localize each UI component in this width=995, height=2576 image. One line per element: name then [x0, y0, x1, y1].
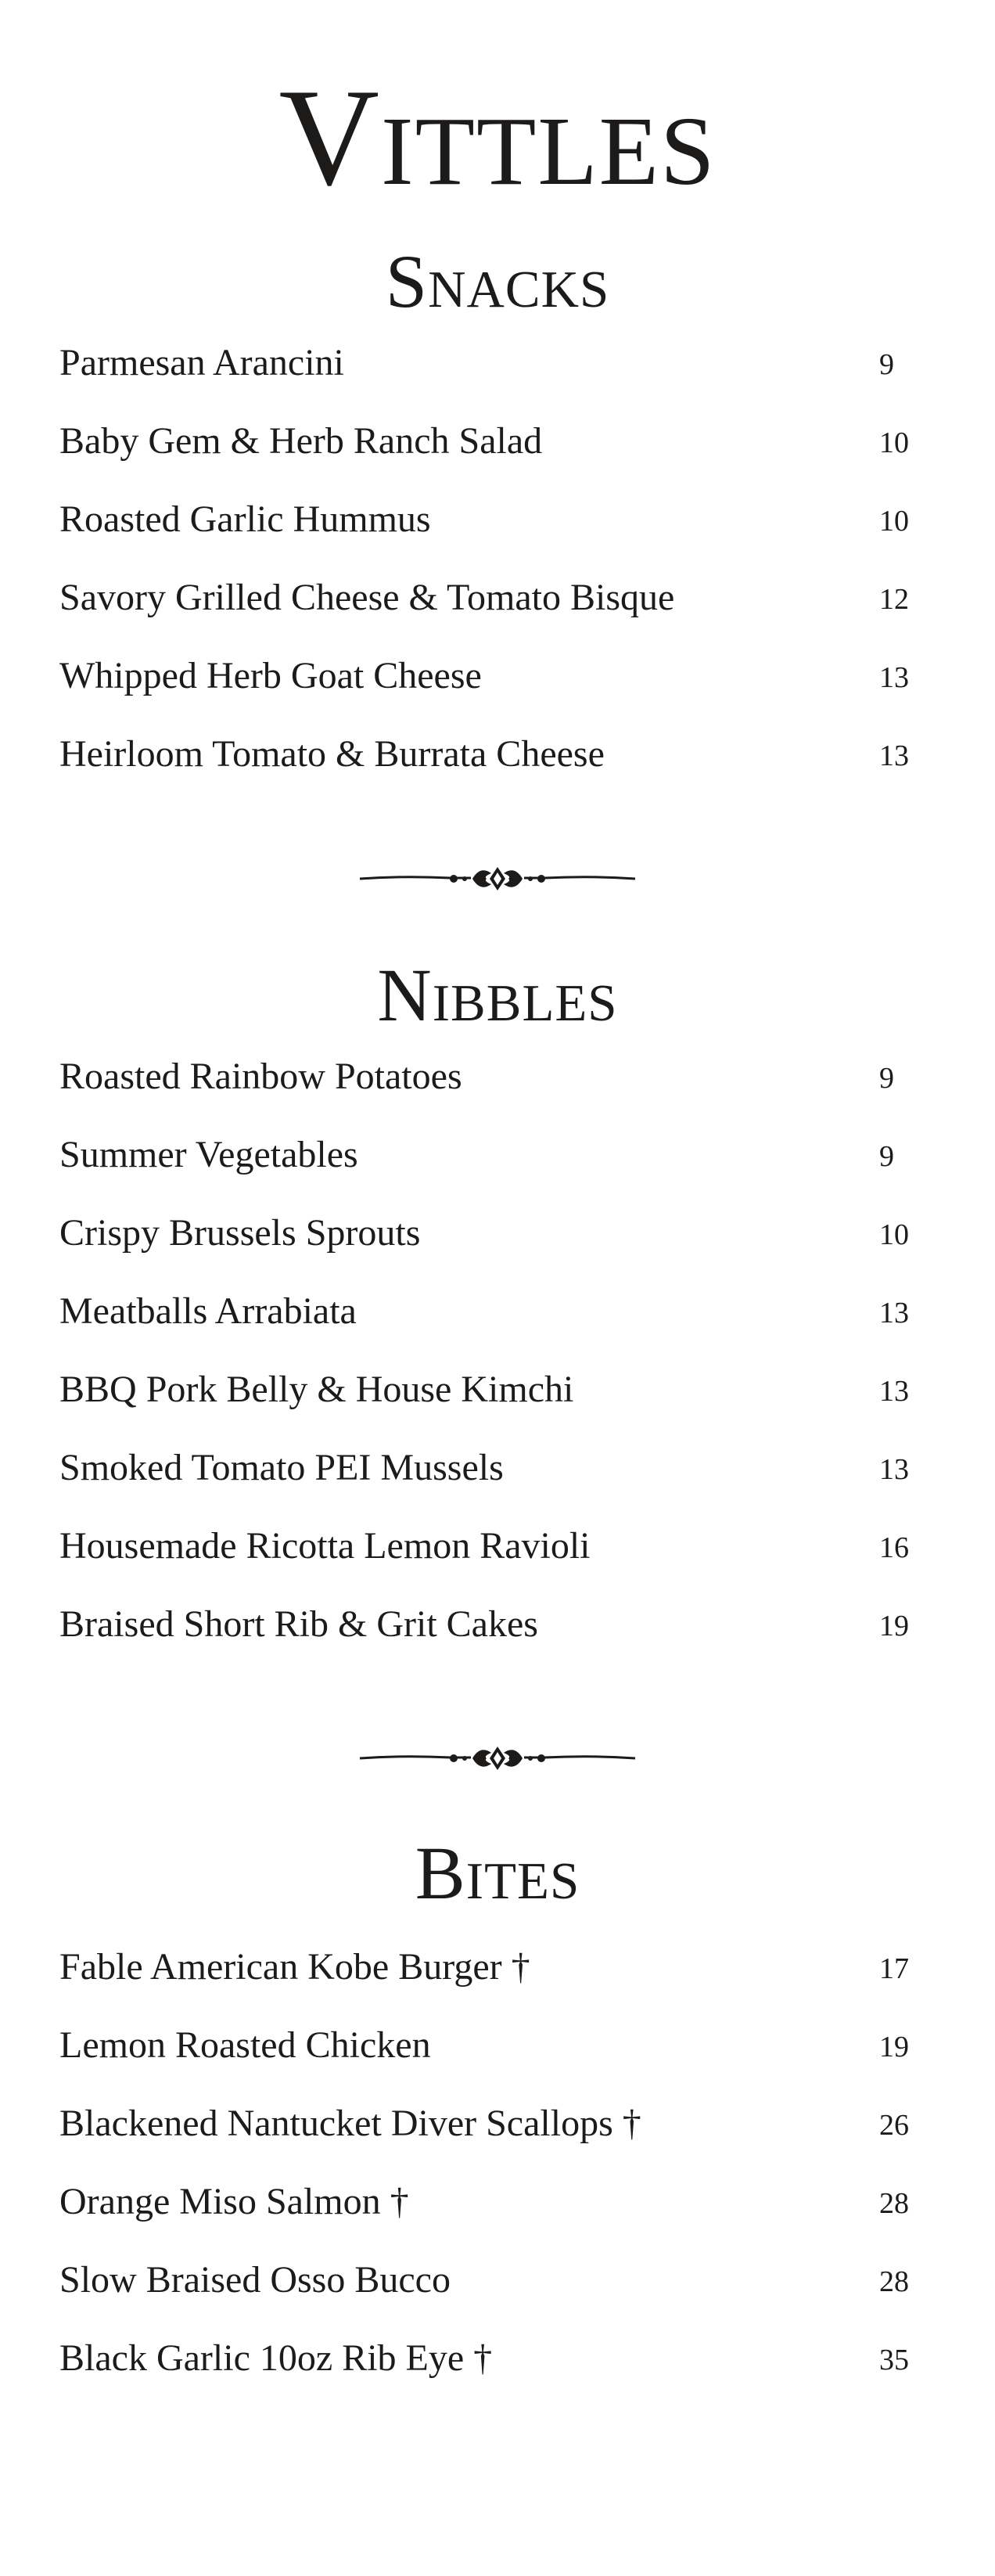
item-price: 28 — [879, 2187, 909, 2220]
item-name: Lemon Roasted Chicken — [59, 2024, 431, 2066]
nibbles-list — [59, 1053, 920, 1679]
flourish-divider-icon — [357, 859, 638, 898]
item-name: Summer Vegetables — [59, 1134, 358, 1175]
menu-item — [59, 1523, 920, 1601]
item-name: Heirloom Tomato & Burrata Cheese — [59, 733, 605, 775]
item-price: 12 — [879, 583, 909, 616]
item-price: 26 — [879, 2109, 909, 2142]
menu-item — [59, 1445, 920, 1523]
menu-item — [59, 2022, 920, 2100]
menu-item — [59, 653, 920, 731]
menu-item — [59, 1131, 920, 1210]
item-name: Black Garlic 10oz Rib Eye † — [59, 2337, 493, 2379]
item-price: 9 — [879, 348, 894, 381]
snacks-list — [59, 340, 920, 809]
item-name: Roasted Rainbow Potatoes — [59, 1056, 462, 1097]
menu-item — [59, 2100, 920, 2178]
menu-item — [59, 496, 920, 574]
item-price: 28 — [879, 2265, 909, 2298]
menu-item — [59, 2335, 920, 2413]
item-price: 13 — [879, 1453, 909, 1486]
item-price: 9 — [879, 1062, 894, 1095]
section-title-nibbles: Nibbles — [377, 953, 618, 1037]
section-title-bites: Bites — [415, 1831, 580, 1915]
section-title-snacks: Snacks — [385, 239, 610, 323]
item-name: Smoked Tomato PEI Mussels — [59, 1447, 504, 1488]
item-price: 9 — [879, 1140, 894, 1173]
item-name: Slow Braised Osso Bucco — [59, 2259, 451, 2301]
item-name: Baby Gem & Herb Ranch Salad — [59, 420, 543, 462]
menu-item — [59, 1944, 920, 2022]
item-price: 13 — [879, 739, 909, 772]
item-name: BBQ Pork Belly & House Kimchi — [59, 1369, 574, 1410]
item-price: 16 — [879, 1531, 909, 1564]
flourish-divider-icon — [357, 1739, 638, 1778]
item-price: 19 — [879, 1610, 909, 1642]
menu-item — [59, 2178, 920, 2257]
bites-list — [59, 1944, 920, 2413]
menu-item — [59, 418, 920, 496]
item-name: Parmesan Arancini — [59, 342, 344, 383]
item-name: Crispy Brussels Sprouts — [59, 1212, 421, 1254]
item-price: 10 — [879, 505, 909, 538]
menu-item — [59, 731, 920, 809]
item-name: Fable American Kobe Burger † — [59, 1946, 530, 1988]
menu-item — [59, 340, 920, 418]
item-price: 10 — [879, 1218, 909, 1251]
menu-item — [59, 1210, 920, 1288]
item-price: 13 — [879, 661, 909, 694]
item-price: 35 — [879, 2344, 909, 2376]
item-name: Housemade Ricotta Lemon Ravioli — [59, 1525, 591, 1567]
item-name: Roasted Garlic Hummus — [59, 498, 431, 540]
item-name: Orange Miso Salmon † — [59, 2181, 409, 2222]
menu-item — [59, 2257, 920, 2335]
item-name: Meatballs Arrabiata — [59, 1290, 357, 1332]
menu-title: Vittles — [278, 59, 717, 214]
menu-item — [59, 1288, 920, 1366]
menu-item — [59, 574, 920, 653]
item-name: Savory Grilled Cheese & Tomato Bisque — [59, 577, 675, 618]
menu-item — [59, 1601, 920, 1679]
item-name: Blackened Nantucket Diver Scallops † — [59, 2103, 641, 2144]
item-price: 13 — [879, 1297, 909, 1329]
item-price: 17 — [879, 1952, 909, 1985]
menu-item — [59, 1053, 920, 1131]
item-name: Braised Short Rib & Grit Cakes — [59, 1603, 538, 1645]
item-price: 19 — [879, 2031, 909, 2063]
item-name: Whipped Herb Goat Cheese — [59, 655, 482, 696]
item-price: 10 — [879, 426, 909, 459]
item-price: 13 — [879, 1375, 909, 1408]
menu-item — [59, 1366, 920, 1445]
